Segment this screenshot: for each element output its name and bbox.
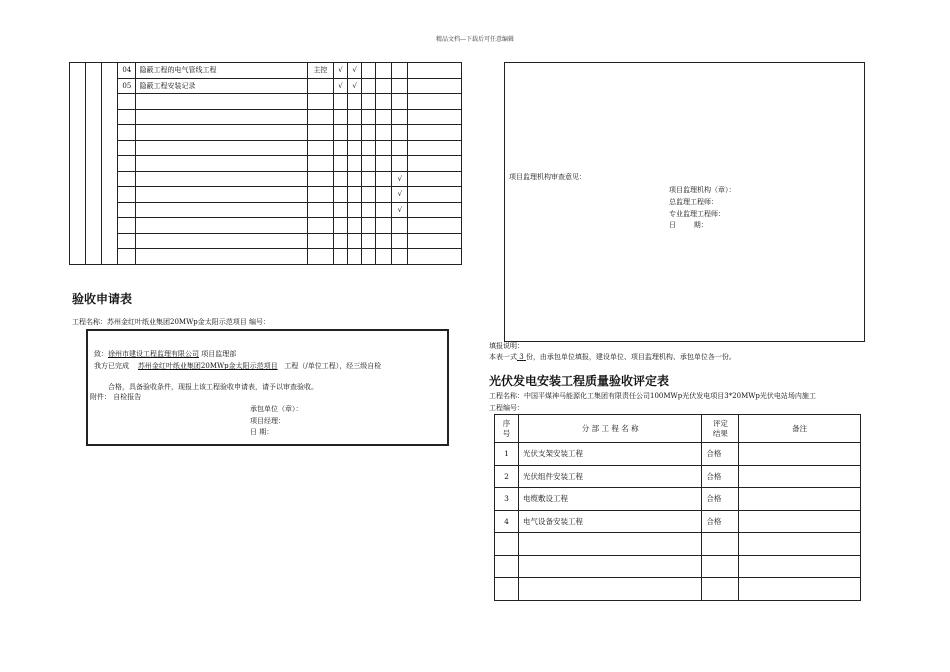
- inspection-cell-c4: [376, 78, 392, 94]
- application-done-line: [94, 361, 381, 371]
- eval-header-no: 序号: [495, 415, 519, 443]
- inspection-cell-c5: [392, 109, 408, 125]
- inspection-cell-ctrl: [307, 156, 333, 172]
- inspection-cell-c5: √: [392, 187, 408, 203]
- inspection-cell-name: [136, 94, 307, 110]
- inspection-cell-c1: √: [333, 63, 347, 79]
- inspection-cell-c1: [333, 156, 347, 172]
- inspection-row: [70, 156, 462, 172]
- inspection-cell-c5: [392, 156, 408, 172]
- evaluation-cell-result: 合格: [702, 510, 739, 533]
- inspection-cell-blank: [408, 171, 462, 187]
- inspection-cell-c5: [392, 218, 408, 234]
- inspection-cell-blank: [408, 140, 462, 156]
- evaluation-row: [495, 443, 861, 466]
- evaluation-row: [495, 578, 861, 601]
- inspection-cell-c3: [362, 78, 376, 94]
- inspection-cell-c5: [392, 233, 408, 249]
- supervision-opinion: 项目监理机构审查意见：: [509, 173, 586, 181]
- inspection-cell-ctrl: [307, 249, 333, 265]
- done-suffix: 工程（/单位工程），经三级自检: [284, 362, 382, 370]
- evaluation-cell-name: 光伏组件安装工程: [518, 465, 701, 488]
- inspection-row: [70, 140, 462, 156]
- inspection-cell-c5: √: [392, 202, 408, 218]
- supervision-chief: 总监理工程师：: [669, 198, 718, 206]
- inspection-cell-blank: [408, 94, 462, 110]
- eval-header-result: 评定结果: [702, 415, 739, 443]
- inspection-cell-c4: [376, 156, 392, 172]
- inspection-cell-c1: [333, 171, 347, 187]
- inspection-cell-c3: [362, 202, 376, 218]
- evaluation-cell-result: [702, 533, 739, 556]
- fill-note-copies: 3: [519, 353, 524, 361]
- evaluation-cell-result: 合格: [702, 443, 739, 466]
- application-title: 验收申请表: [72, 292, 133, 306]
- evaluation-cell-remark: [739, 578, 861, 601]
- header-note: 精品文档---下载后可任意编辑: [435, 36, 515, 43]
- evaluation-cell-remark: [739, 443, 861, 466]
- inspection-row: [70, 187, 462, 203]
- inspection-cell-c4: [376, 218, 392, 234]
- inspection-cell-name: [136, 109, 307, 125]
- inspection-row: [70, 63, 462, 79]
- inspection-cell-ctrl: [307, 140, 333, 156]
- inspection-cell-c1: [333, 233, 347, 249]
- evaluation-cell-result: [702, 578, 739, 601]
- evaluation-cell-remark: [739, 510, 861, 533]
- inspection-cell-c3: [362, 140, 376, 156]
- inspection-row: [70, 78, 462, 94]
- inspection-cell-c2: [348, 171, 362, 187]
- inspection-cell-name: [136, 140, 307, 156]
- inspection-cell-blank: [408, 218, 462, 234]
- inspection-cell-c3: [362, 94, 376, 110]
- inspection-cell-no: [118, 156, 136, 172]
- evaluation-cell-no: [495, 578, 519, 601]
- evaluation-code-line: 工程编号：: [489, 404, 524, 412]
- inspection-cell-c5: [392, 63, 408, 79]
- inspection-cell-c1: [333, 249, 347, 265]
- inspection-cell-c3: [362, 218, 376, 234]
- inspection-cell-c1: [333, 125, 347, 141]
- application-box: [86, 329, 449, 446]
- inspection-table: [69, 62, 462, 265]
- inspection-cell-c5: [392, 249, 408, 265]
- inspection-cell-no: [118, 249, 136, 265]
- inspection-cell-c3: [362, 109, 376, 125]
- inspection-cell-blank: [408, 202, 462, 218]
- inspection-cell-c5: √: [392, 171, 408, 187]
- evaluation-title: 光伏发电安装工程质量验收评定表: [489, 374, 670, 388]
- supervision-org: 项目监理机构（章）：: [669, 186, 736, 194]
- inspection-cell-name: 隐蔽工程安装记录: [136, 78, 307, 94]
- evaluation-cell-no: [495, 555, 519, 578]
- inspection-cell-no: [118, 233, 136, 249]
- contractor-label: 承包单位（章）：: [250, 405, 303, 413]
- evaluation-cell-remark: [739, 465, 861, 488]
- inspection-cell-c2: [348, 187, 362, 203]
- evaluation-cell-name: 电气设备安装工程: [518, 510, 701, 533]
- inspection-row: [70, 94, 462, 110]
- inspection-cell-c4: [376, 202, 392, 218]
- evaluation-row: [495, 533, 861, 556]
- inspection-cell-blank: [70, 63, 86, 265]
- evaluation-row: [495, 465, 861, 488]
- evaluation-cell-remark: [739, 488, 861, 511]
- application-project-line: 工程名称：苏州金红叶纸业集团20MWp金太阳示范项目 编号：: [72, 318, 270, 326]
- inspection-cell-c1: [333, 218, 347, 234]
- inspection-cell-name: [136, 156, 307, 172]
- inspection-cell-name: [136, 218, 307, 234]
- inspection-cell-blank: [408, 156, 462, 172]
- to-suffix: 项目监理部: [199, 350, 237, 358]
- inspection-cell-c3: [362, 233, 376, 249]
- inspection-cell-c3: [362, 187, 376, 203]
- inspection-cell-ctrl: [307, 94, 333, 110]
- inspection-cell-c1: [333, 187, 347, 203]
- evaluation-cell-remark: [739, 555, 861, 578]
- fill-note-prefix: 本表一式: [489, 353, 517, 361]
- evaluation-row: [495, 488, 861, 511]
- inspection-cell-c4: [376, 233, 392, 249]
- inspection-cell-ctrl: [307, 125, 333, 141]
- inspection-cell-c2: [348, 202, 362, 218]
- supervision-box: [504, 62, 865, 342]
- inspection-cell-c2: √: [348, 78, 362, 94]
- evaluation-cell-no: [495, 533, 519, 556]
- inspection-cell-c3: [362, 63, 376, 79]
- inspection-cell-c1: √: [333, 78, 347, 94]
- date-label: 日 期：: [250, 428, 274, 436]
- inspection-cell-blank: [408, 63, 462, 79]
- inspection-cell-c1: [333, 202, 347, 218]
- inspection-cell-name: [136, 125, 307, 141]
- inspection-cell-c2: [348, 249, 362, 265]
- inspection-cell-c4: [376, 125, 392, 141]
- inspection-cell-ctrl: [307, 233, 333, 249]
- inspection-cell-c2: [348, 125, 362, 141]
- inspection-cell-c1: [333, 140, 347, 156]
- inspection-row: [70, 171, 462, 187]
- inspection-cell-c3: [362, 249, 376, 265]
- inspection-cell-c5: [392, 125, 408, 141]
- evaluation-cell-remark: [739, 533, 861, 556]
- inspection-cell-no: 04: [118, 63, 136, 79]
- fill-note-suffix: 份，由承包单位填报，建设单位、项目监理机构、承包单位各一份。: [525, 353, 736, 361]
- evaluation-cell-no: 3: [495, 488, 519, 511]
- inspection-row: [70, 202, 462, 218]
- inspection-cell-no: [118, 218, 136, 234]
- inspection-cell-name: [136, 187, 307, 203]
- evaluation-row: [495, 555, 861, 578]
- evaluation-cell-no: 2: [495, 465, 519, 488]
- inspection-cell-c3: [362, 156, 376, 172]
- application-to-line: [94, 349, 236, 359]
- evaluation-project-line: 工程名称：中国平煤神马能源化工集团有限责任公司100MWp光伏发电项目3*20MWp光伏电站场内施工: [489, 392, 816, 400]
- eval-header-name: 分 部 工 程 名 称: [518, 415, 701, 443]
- inspection-cell-c2: [348, 140, 362, 156]
- inspection-cell-c2: [348, 94, 362, 110]
- inspection-cell-c5: [392, 78, 408, 94]
- inspection-cell-no: [118, 140, 136, 156]
- evaluation-row: [495, 510, 861, 533]
- inspection-row: [70, 218, 462, 234]
- evaluation-cell-result: 合格: [702, 465, 739, 488]
- inspection-cell-ctrl: [307, 202, 333, 218]
- inspection-cell-c1: [333, 109, 347, 125]
- inspection-cell-c4: [376, 171, 392, 187]
- done-project: 苏州金红叶纸业集团20MWp金太阳示范项目: [137, 362, 278, 370]
- inspection-cell-c2: [348, 218, 362, 234]
- inspection-cell-name: [136, 202, 307, 218]
- inspection-cell-name: [136, 249, 307, 265]
- inspection-cell-blank: [86, 63, 102, 265]
- inspection-cell-c4: [376, 187, 392, 203]
- evaluation-cell-name: 电缆敷设工程: [518, 488, 701, 511]
- inspection-row: [70, 125, 462, 141]
- inspection-cell-no: [118, 109, 136, 125]
- evaluation-table: [494, 414, 861, 601]
- inspection-cell-name: [136, 233, 307, 249]
- inspection-cell-c2: [348, 109, 362, 125]
- fill-note-label: 填报说明：: [489, 342, 524, 350]
- inspection-cell-blank: [408, 109, 462, 125]
- inspection-cell-no: 05: [118, 78, 136, 94]
- inspection-cell-no: [118, 187, 136, 203]
- inspection-cell-ctrl: [307, 218, 333, 234]
- inspection-cell-name: [136, 171, 307, 187]
- inspection-cell-ctrl: [307, 109, 333, 125]
- evaluation-cell-name: [518, 555, 701, 578]
- inspection-cell-no: [118, 94, 136, 110]
- fill-note-line: [489, 352, 736, 362]
- eval-header-remark: 备注: [739, 415, 861, 443]
- inspection-cell-name: 隐蔽工程的电气管线工程: [136, 63, 307, 79]
- evaluation-cell-no: 1: [495, 443, 519, 466]
- inspection-cell-blank: [408, 249, 462, 265]
- pm-label: 项目经理：: [250, 417, 285, 425]
- inspection-cell-c2: √: [348, 63, 362, 79]
- evaluation-cell-result: 合格: [702, 488, 739, 511]
- to-org: 徐州市建设工程监理有限公司: [108, 350, 199, 358]
- inspection-cell-c1: [333, 94, 347, 110]
- supervision-specialist: 专业监理工程师：: [669, 210, 725, 218]
- inspection-cell-ctrl: [307, 78, 333, 94]
- inspection-cell-c4: [376, 94, 392, 110]
- inspection-row: [70, 249, 462, 265]
- inspection-cell-c4: [376, 249, 392, 265]
- inspection-cell-c3: [362, 125, 376, 141]
- inspection-cell-no: [118, 125, 136, 141]
- inspection-row: [70, 233, 462, 249]
- inspection-cell-c4: [376, 140, 392, 156]
- inspection-cell-c4: [376, 63, 392, 79]
- inspection-cell-no: [118, 171, 136, 187]
- inspection-cell-ctrl: [307, 187, 333, 203]
- evaluation-cell-no: 4: [495, 510, 519, 533]
- done-prefix: 我方已完成: [94, 362, 129, 370]
- inspection-cell-c2: [348, 156, 362, 172]
- inspection-cell-no: [118, 202, 136, 218]
- inspection-cell-ctrl: [307, 171, 333, 187]
- inspection-cell-blank: [408, 78, 462, 94]
- evaluation-cell-name: [518, 578, 701, 601]
- inspection-cell-blank: [408, 233, 462, 249]
- inspection-cell-c5: [392, 140, 408, 156]
- inspection-row: [70, 109, 462, 125]
- inspection-cell-blank: [408, 125, 462, 141]
- evaluation-cell-name: [518, 533, 701, 556]
- inspection-cell-c4: [376, 109, 392, 125]
- application-attachment: 附件： 自检报告: [90, 393, 142, 401]
- inspection-cell-c5: [392, 94, 408, 110]
- supervision-date: 日 期：: [669, 221, 708, 229]
- inspection-cell-c2: [348, 233, 362, 249]
- application-line3: 合格，具备验收条件，现报上该工程验收申请表，请予以审查验收。: [108, 383, 318, 391]
- inspection-cell-blank: [102, 63, 118, 265]
- to-prefix: 致：: [94, 350, 108, 358]
- inspection-cell-ctrl: 主控: [307, 63, 333, 79]
- evaluation-cell-name: 光伏支架安装工程: [518, 443, 701, 466]
- inspection-cell-c3: [362, 171, 376, 187]
- inspection-cell-blank: [408, 187, 462, 203]
- evaluation-cell-result: [702, 555, 739, 578]
